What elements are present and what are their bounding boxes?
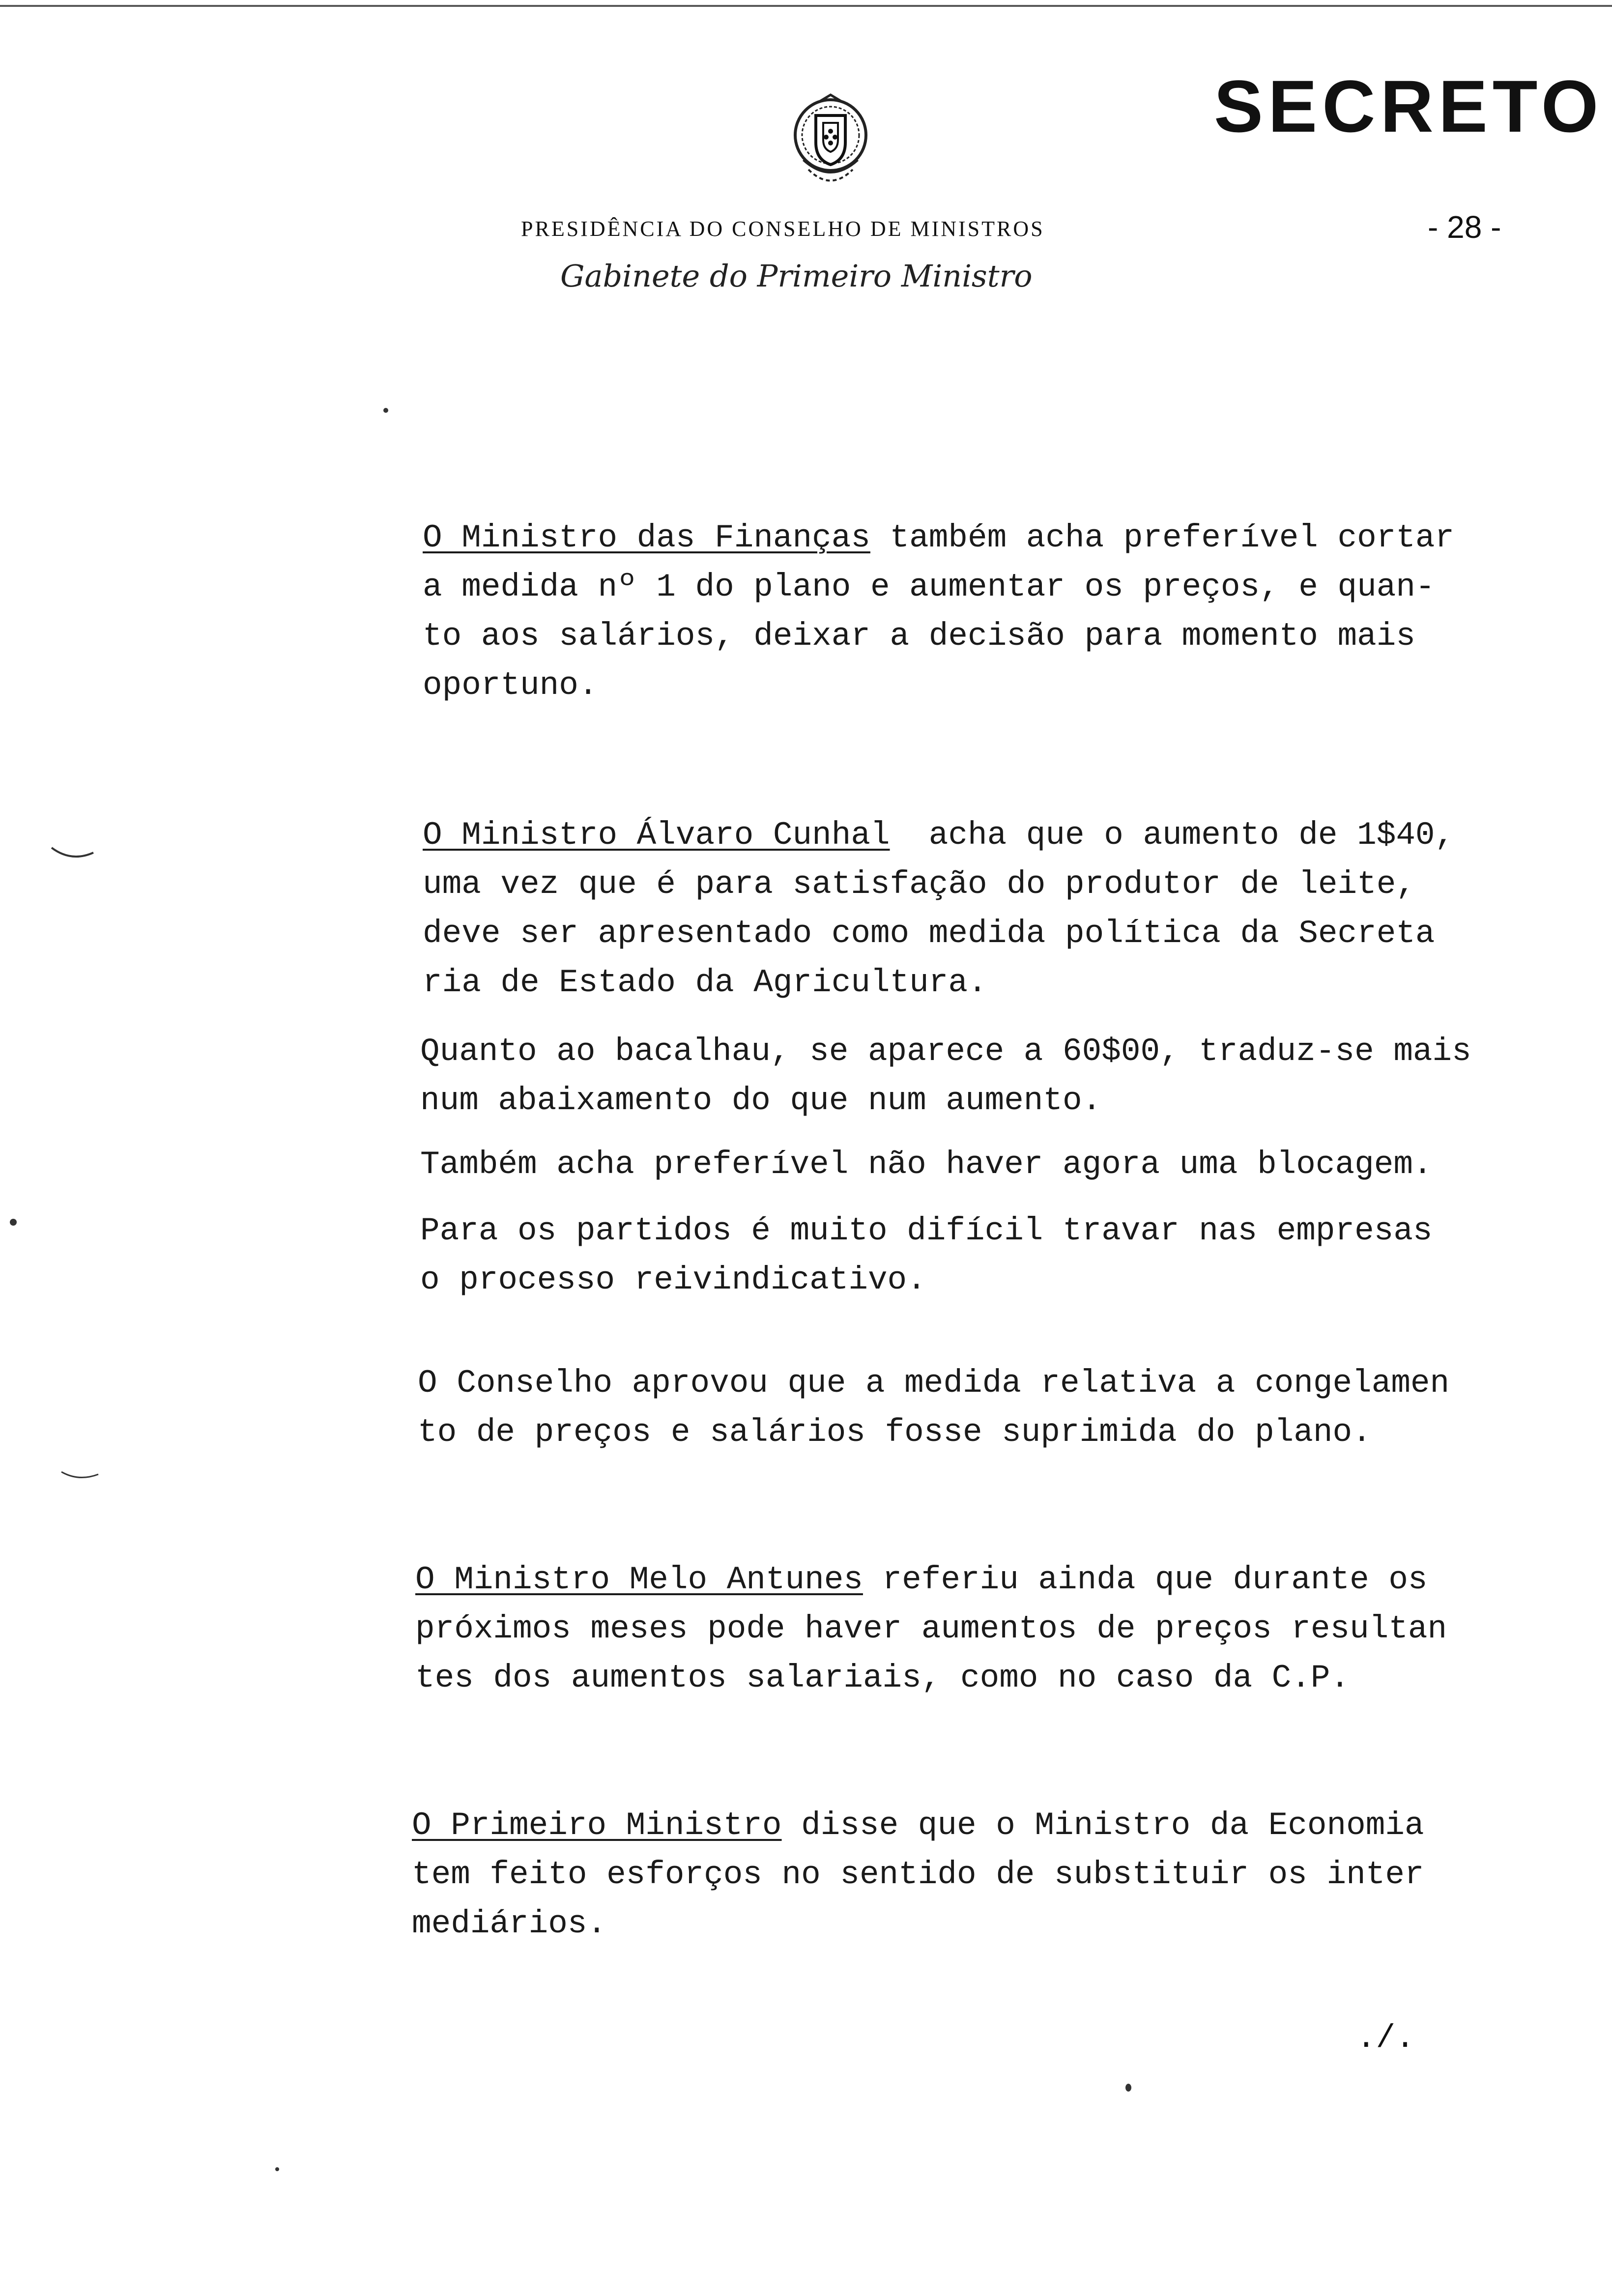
text-line: Para os partidos é muito difícil travar nas empresas [420,1212,1433,1249]
scan-speck [275,2167,279,2171]
speaker-name: O Ministro Álvaro Cunhal [423,817,890,854]
text-line: uma vez que é para satisfação do produtor de leite, [423,866,1415,903]
text-line [423,811,1454,860]
text-line [423,514,1454,563]
text-line: ria de Estado da Agricultura. [423,964,987,1001]
text-line: Quanto ao bacalhau, se aparece a 60$00, traduz-se mais [420,1033,1471,1070]
office-subtitle: Gabinete do Primeiro Ministro [560,258,1033,294]
line-text: disse que o Ministro da Economia [781,1807,1424,1844]
text-line: to aos salários, deixar a decisão para momento mais [423,618,1415,655]
text-line: a medida nº 1 do plano e aumentar os preços, e quan- [423,569,1435,605]
continuation-mark: ./. [1356,2020,1415,2057]
portuguese-coat-of-arms-icon [774,86,887,199]
margin-mark [59,1469,103,1484]
line-text: acha que o aumento de 1$40, [890,817,1455,854]
text-line: mediários. [412,1905,607,1942]
text-line: O Conselho aprovou que a medida relativa a congelamen [418,1365,1450,1402]
office-title: PRESIDÊNCIA DO CONSELHO DE MINISTROS [521,217,1045,241]
text-line: num abaixamento do que num aumento. [420,1082,1102,1119]
text-line [412,1801,1424,1850]
scan-speck [383,408,388,413]
scan-speck [1125,2084,1131,2092]
text-line: o processo reivindicativo. [420,1262,926,1298]
line-text: também acha preferível cortar [870,519,1455,556]
text-line: tes dos aumentos salariais, como no caso da C.P. [415,1660,1350,1696]
text-line: to de preços e salários fosse suprimida do plano. [418,1414,1372,1451]
line-text: referiu ainda que durante os [863,1561,1428,1598]
classification-stamp: SECRETO [1214,65,1604,147]
top-rule [0,5,1612,7]
speaker-name: O Ministro Melo Antunes [415,1561,863,1598]
text-line: oportuno. [423,667,598,704]
text-line [415,1555,1428,1605]
speaker-name: O Ministro das Finanças [423,519,870,556]
text-line: próximos meses pode haver aumentos de preços resultan [415,1610,1447,1647]
text-line: deve ser apresentado como medida política da Secreta [423,915,1435,952]
margin-mark [49,845,98,865]
speaker-name: O Primeiro Ministro [412,1807,782,1844]
text-line: tem feito esforços no sentido de substituir os inter [412,1856,1424,1893]
text-line: Também acha preferível não haver agora uma blocagem. [420,1146,1433,1183]
scan-speck [10,1219,17,1226]
page-number: - 28 - [1428,209,1501,245]
